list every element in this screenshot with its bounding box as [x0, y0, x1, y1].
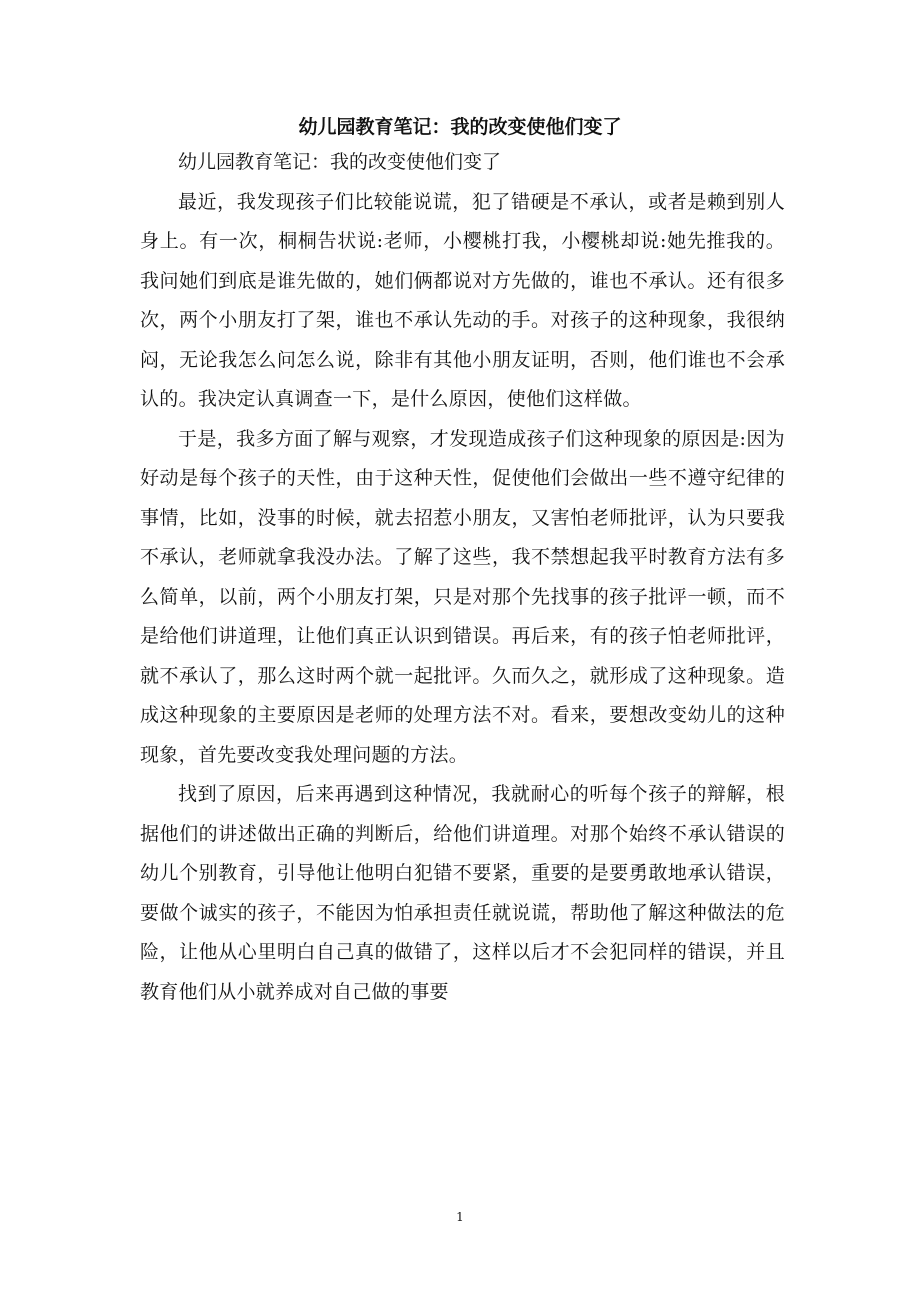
- page-number: 1: [456, 1210, 464, 1224]
- document-body: [140, 143, 785, 1012]
- body-paragraph-1: 最近，我发现孩子们比较能说谎，犯了错硬是不承认，或者是赖到别人身上。有一次，桐桐告状说:老师，小樱桃打我，小樱桃却说:她先推我的。我问她们到底是谁先做的，她们俩都说对方先做的，谁也不承认。还有很多次，两个小朋友打了架，谁也不承认先动的手。对孩子的这种现象，我很纳闷，无论我怎么问怎么说，除非有其他小朋友证明，否则，他们谁也不会承认的。我决定认真调查一下，是什么原因，使他们这样做。: [140, 190, 785, 410]
- subtitle-paragraph: 幼儿园教育笔记：我的改变使他们变了: [178, 151, 502, 173]
- body-paragraph-3: 找到了原因，后来再遇到这种情况，我就耐心的听每个孩子的辩解，根据他们的讲述做出正确的判断后，给他们讲道理。对那个始终不承认错误的幼儿个别教育，引导他让他明白犯错不要紧，重要的是要勇敢地承认错误，要做个诚实的孩子，不能因为怕承担责任就说谎，帮助他了解这种做法的危险，让他从心里明白自己真的做错了，这样以后才不会犯同样的错误，并且教育他们从小就养成对自己做的事要: [140, 783, 785, 1003]
- document-title: 幼儿园教育笔记：我的改变使他们变了: [298, 116, 622, 138]
- body-paragraph-2: 于是，我多方面了解与观察，才发现造成孩子们这种现象的原因是:因为好动是每个孩子的天性，由于这种天性，促使他们会做出一些不遵守纪律的事情，比如，没事的时候，就去招惹小朋友，又害怕老师批评，认为只要我不承认，老师就拿我没办法。了解了这些，我不禁想起我平时教育方法有多么简单，以前，两个小朋友打架，只是对那个先找事的孩子批评一顿，而不是给他们讲道理，让他们真正认识到错误。再后来，有的孩子怕老师批评，就不承认了，那么这时两个就一起批评。久而久之，就形成了这种现象。造成这种现象的主要原因是老师的处理方法不对。看来，要想改变幼儿的这种现象，首先要改变我处理问题的方法。: [140, 427, 785, 766]
